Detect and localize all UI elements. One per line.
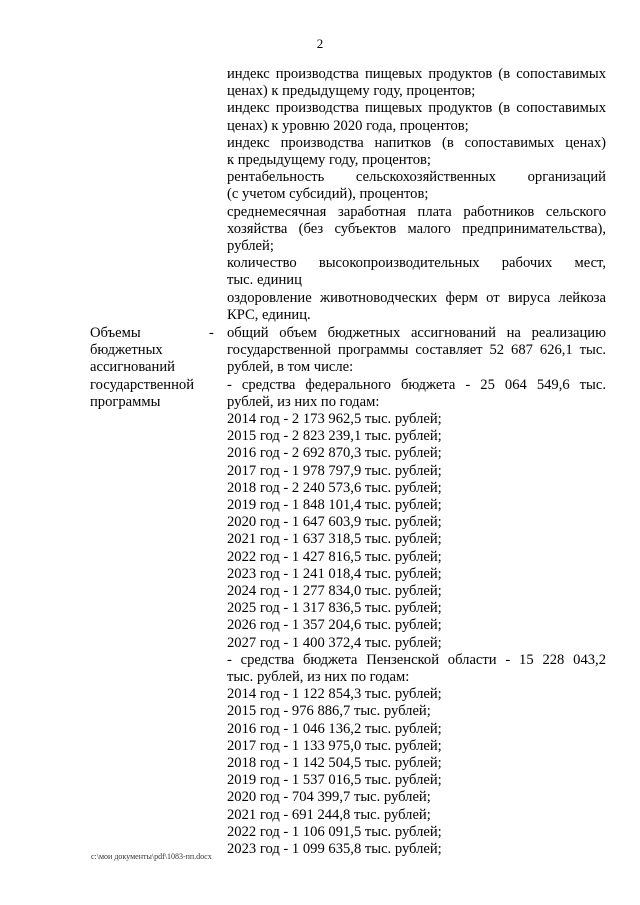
- federal-year-row: 2016 год - 2 692 870,3 тыс. рублей;: [227, 445, 442, 462]
- indicators-block: [227, 66, 606, 324]
- indicator-7: [227, 290, 606, 324]
- federal-heading: - средства федерального бюджета - 25 064 549,6 тыс.: [227, 376, 606, 393]
- federal-year-row: 2025 год - 1 317 836,5 тыс. рублей;: [227, 600, 442, 617]
- section-label: [90, 325, 218, 411]
- federal-year-row: 2015 год - 2 823 239,1 тыс. рублей;: [227, 428, 442, 445]
- regional-year-row: 2018 год - 1 142 504,5 тыс. рублей;: [227, 755, 442, 772]
- federal-year-row: 2014 год - 2 173 962,5 тыс. рублей;: [227, 411, 442, 428]
- indicator-line: рентабельность сельскохозяйственных организаций: [227, 169, 606, 186]
- indicator-line: КРС, единиц.: [227, 306, 311, 323]
- indicator-2: [227, 100, 606, 134]
- indicator-line: к предыдущему году, процентов;: [227, 152, 431, 169]
- indicator-line: индекс производства напитков (в сопоставимых ценах): [227, 134, 606, 151]
- section-label-line: бюджетных: [90, 342, 163, 359]
- federal-year-row: 2027 год - 1 400 372,4 тыс. рублей;: [227, 634, 442, 651]
- section-label-line: государственной: [90, 376, 195, 393]
- regional-year-row: 2015 год - 976 886,7 тыс. рублей;: [227, 703, 431, 720]
- federal-year-row: 2024 год - 1 277 834,0 тыс. рублей;: [227, 583, 442, 600]
- indicator-line: индекс производства пищевых продуктов (в сопоставимых: [227, 100, 606, 117]
- indicator-line: (с учетом субсидий), процентов;: [227, 186, 429, 203]
- regional-heading: тыс. рублей, из них по годам:: [227, 669, 410, 686]
- indicator-3: [227, 135, 606, 169]
- regional-year-row: 2016 год - 1 046 136,2 тыс. рублей;: [227, 720, 442, 737]
- regional-year-row: 2021 год - 691 244,8 тыс. рублей;: [227, 806, 431, 823]
- federal-heading: рублей, из них по годам:: [227, 393, 380, 410]
- federal-year-row: 2022 год - 1 427 816,5 тыс. рублей;: [227, 548, 442, 565]
- total-paragraph: [227, 325, 606, 377]
- total-line: рублей, в том числе:: [227, 359, 354, 376]
- indicator-5: [227, 204, 606, 256]
- federal-year-row: 2020 год - 1 647 603,9 тыс. рублей;: [227, 514, 442, 531]
- section-label-line: ассигнований: [90, 359, 175, 376]
- budget-block: [227, 325, 606, 858]
- section-dash: -: [209, 325, 214, 341]
- section-label-line: программы: [90, 393, 161, 410]
- regional-year-row: 2019 год - 1 537 016,5 тыс. рублей;: [227, 772, 442, 789]
- indicator-line: индекс производства пищевых продуктов (в сопоставимых: [227, 66, 606, 82]
- federal-year-row: 2023 год - 1 241 018,4 тыс. рублей;: [227, 565, 442, 582]
- file-path-footer: c:\мои документы\pdf\1083-пп.docx: [91, 852, 212, 861]
- federal-year-row: 2026 год - 1 357 204,6 тыс. рублей;: [227, 617, 442, 634]
- federal-year-row: 2021 год - 1 637 318,5 тыс. рублей;: [227, 531, 442, 548]
- regional-year-row: 2017 год - 1 133 975,0 тыс. рублей;: [227, 737, 442, 754]
- federal-year-row: 2019 год - 1 848 101,4 тыс. рублей;: [227, 497, 442, 514]
- regional-year-row: 2022 год - 1 106 091,5 тыс. рублей;: [227, 823, 442, 840]
- indicator-1: [227, 66, 606, 100]
- indicator-4: [227, 169, 606, 203]
- federal-year-row: 2018 год - 2 240 573,6 тыс. рублей;: [227, 479, 442, 496]
- regional-year-row: 2020 год - 704 399,7 тыс. рублей;: [227, 789, 431, 806]
- regional-heading: - средства бюджета Пензенской области - 15 228 043,2: [227, 651, 606, 668]
- federal-section: [227, 377, 606, 652]
- total-line: государственной программы составляет 52 687 626,1 тыс.: [227, 342, 606, 359]
- federal-year-row: 2017 год - 1 978 797,9 тыс. рублей;: [227, 462, 442, 479]
- indicator-line: количество высокопроизводительных рабочих мест,: [227, 255, 606, 272]
- regional-year-row: 2014 год - 1 122 854,3 тыс. рублей;: [227, 686, 442, 703]
- indicator-line: среднемесячная заработная плата работников сельского: [227, 203, 606, 220]
- regional-section: [227, 652, 606, 858]
- regional-year-row: 2023 год - 1 099 635,8 тыс. рублей;: [227, 841, 442, 858]
- indicator-6: [227, 255, 606, 289]
- indicator-line: ценах) к уровню 2020 года, процентов;: [227, 117, 469, 134]
- section-label-line: Объемы: [90, 325, 141, 341]
- total-line: общий объем бюджетных ассигнований на реализацию: [227, 325, 606, 341]
- indicator-line: рублей;: [227, 238, 274, 255]
- indicator-line: оздоровление животноводческих ферм от вируса лейкоза: [227, 289, 606, 306]
- indicator-line: ценах) к предыдущему году, процентов;: [227, 83, 476, 100]
- page-number: 2: [316, 36, 324, 51]
- indicator-line: тыс. единиц: [227, 272, 302, 289]
- indicator-line: хозяйства (без субъектов малого предпринимательства),: [227, 220, 606, 237]
